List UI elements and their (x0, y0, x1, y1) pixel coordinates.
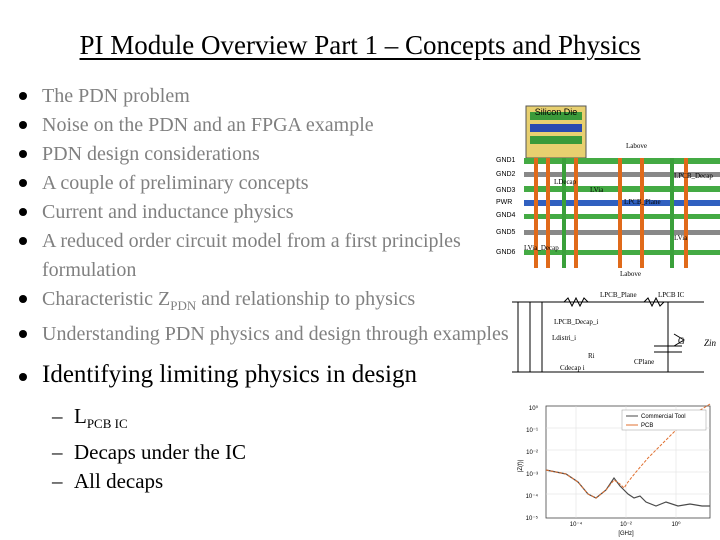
bullet-dot (19, 373, 27, 381)
inductance-label: LVia (590, 186, 604, 194)
bullet-dot (19, 121, 27, 129)
layer-label: GND4 (496, 212, 516, 219)
ytick-label: 10⁻³ (526, 472, 538, 478)
bullet-dot (19, 150, 27, 158)
legend-label: Commercial Tool (641, 414, 686, 420)
inductance-label: Labove (626, 142, 647, 150)
silicon-die-label: Silicon Die (534, 107, 578, 117)
bullet-item: The PDN problem (18, 82, 508, 111)
circuit-label: G (678, 336, 685, 346)
bullet-dot (19, 179, 27, 187)
circuit-label: Ldistri_i (552, 334, 577, 342)
bullet-item: A couple of preliminary concepts (18, 169, 508, 198)
x-axis-label: [GHz] (618, 531, 634, 537)
inductance-label: Labove (620, 270, 641, 278)
circuit-label: LPCB_Decap_i (554, 318, 599, 326)
bullet-item: Noise on the PDN and an FPGA example (18, 111, 508, 140)
sub-bullet-list (52, 402, 246, 496)
bullet-dot (19, 208, 27, 216)
bullet-item: Characteristic $Z_{PDN}$ and relationship to physics (18, 285, 508, 320)
bullet-dot (19, 92, 27, 100)
inductance-label: LVia (674, 234, 688, 242)
layer-label: GND5 (496, 229, 516, 236)
ytick-label: 10⁻² (526, 450, 538, 456)
bullet-item: PDN design considerations (18, 140, 508, 169)
plot-legend (622, 410, 706, 430)
sub-bullet-item: – Decaps under the IC (52, 440, 247, 465)
bullet-dot (19, 237, 27, 245)
layer-label: GND6 (496, 249, 516, 256)
ytick-label: 10⁻¹ (526, 428, 538, 434)
circuit-model-figure (504, 286, 720, 390)
circuit-label: Cdecap i (560, 364, 585, 372)
circuit-label: Zin (704, 338, 717, 348)
legend-label: PCB (641, 423, 654, 429)
inductance-label: LPCB_Plane (624, 198, 661, 206)
circuit-label: LPCB_Plane (600, 291, 637, 299)
xtick-label: 10⁰ (671, 522, 681, 528)
bullet-item: Understanding PDN physics and design through examples (18, 320, 512, 349)
layer-label: GND3 (496, 187, 516, 194)
layer-label: GND1 (496, 157, 516, 164)
inductance-label: LPCB_Decap (674, 172, 713, 180)
pcb-stackup-figure (494, 100, 720, 285)
ytick-label: 10⁻⁴ (525, 494, 538, 500)
sub-bullet-item: – $L_{PCB IC}$ (52, 404, 128, 432)
bullet-item: Current and inductance physics (18, 198, 508, 227)
ytick-label: 10⁰ (528, 406, 538, 412)
ytick-label: 10⁻⁵ (525, 516, 538, 522)
circuit-label: LPCB IC (658, 291, 685, 299)
xtick-label: 10⁻⁴ (569, 522, 583, 528)
slide-title: PI Module Overview Part 1 – Concepts and Physics (79, 30, 641, 60)
inductance-label: LDecap (554, 178, 577, 186)
bullet-item: A reduced order circuit model from a first principles formulation (18, 227, 472, 285)
bullet-item-highlight: Identifying limiting physics in design (18, 359, 508, 391)
y-axis-label: |Z(f)| (518, 459, 524, 473)
circuit-label: Ri (588, 352, 595, 360)
bullet-list (18, 82, 508, 391)
xtick-label: 10⁻² (620, 522, 632, 528)
inductance-label: LVia_Decap (524, 244, 559, 252)
circuit-label: CPlane (634, 358, 655, 366)
sub-bullet-item: – All decaps (52, 469, 164, 494)
layer-label: PWR (496, 199, 513, 206)
bullet-dot (19, 330, 27, 338)
impedance-plot (516, 402, 716, 538)
layer-label: GND2 (496, 171, 516, 178)
bullet-dot (19, 295, 27, 303)
